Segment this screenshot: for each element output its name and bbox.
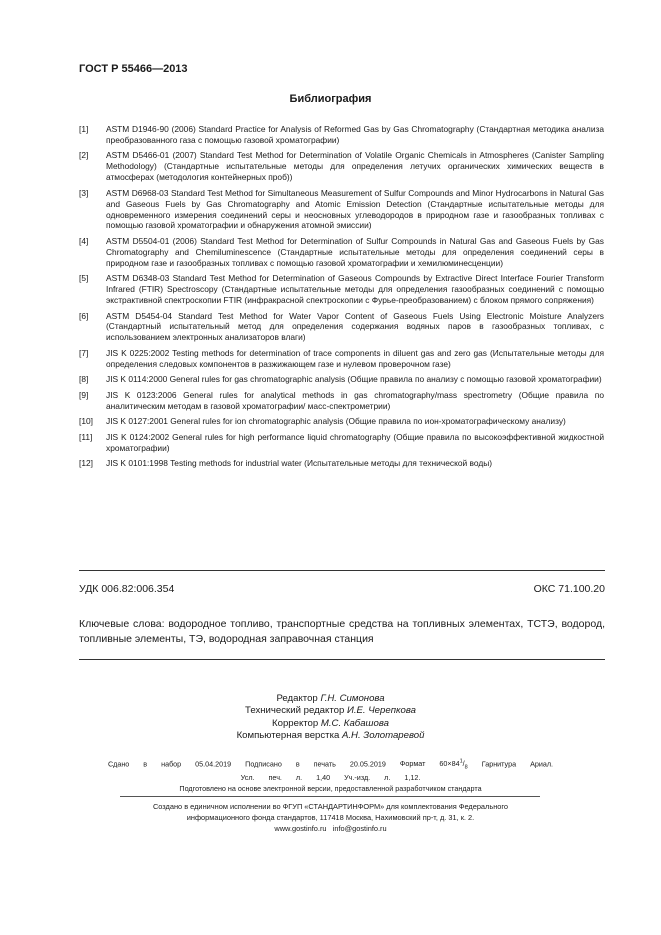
publisher-contacts bbox=[0, 823, 661, 834]
divider bbox=[120, 796, 540, 797]
staff-name: Г.Н. Симонова bbox=[320, 693, 385, 704]
reference-number: [5] bbox=[79, 273, 89, 284]
reference-item bbox=[79, 150, 604, 183]
staff-block bbox=[0, 693, 661, 743]
reference-number: [2] bbox=[79, 150, 89, 161]
oks-code: ОКС 71.100.20 bbox=[533, 583, 605, 595]
reference-item bbox=[79, 124, 604, 146]
reference-item bbox=[79, 416, 604, 427]
reference-text: JIS K 0114:2000 General rules for gas chromatographic analysis (Общие правила по анализу с помощью газовой хроматографии) bbox=[106, 374, 602, 385]
website-link[interactable]: www.gostinfo.ru bbox=[274, 824, 327, 833]
imprint-line bbox=[0, 773, 661, 783]
standard-code: ГОСТ Р 55466—2013 bbox=[79, 63, 188, 75]
publisher-line: информационного фонда стандартов, 117418 Москва, Нахимовский пр-т, д. 31, к. 2. bbox=[186, 813, 475, 822]
prepared-note: Подготовлено на основе электронной версии, предоставленной разработчиком стандарта bbox=[179, 783, 482, 793]
submitted-date: Сдано в набор 05.04.2019 bbox=[107, 759, 232, 769]
reference-item bbox=[79, 348, 604, 370]
reference-text: JIS K 0124:2002 General rules for high performance liquid chromatography (Общие правила по высокоэффективной жидкостной хроматографии) bbox=[106, 431, 604, 453]
reference-number: [8] bbox=[79, 374, 89, 385]
staff-line bbox=[0, 693, 661, 705]
reference-text: ASTM D5504-01 (2006) Standard Test Method for Determination of Sulfur Compounds in Natural Gas and Gaseous Fuels by Gas Chromatography and Chemiluminescence (Стандартные испытательные методы для определения соединений серы в природном газе и газообразных топливах с помощью газовой хроматографии и хемилюминесценции) bbox=[106, 235, 604, 268]
reference-text: ASTM D1946-90 (2006) Standard Practice for Analysis of Reformed Gas by Gas Chromatography (Стандартная методика анализа преобразованного газа с помощью газовой хроматографии) bbox=[106, 124, 604, 145]
divider bbox=[79, 659, 605, 660]
reference-number: [12] bbox=[79, 458, 93, 469]
reference-number: [7] bbox=[79, 347, 89, 358]
staff-name: М.С. Кабашова bbox=[320, 717, 389, 729]
reference-item bbox=[79, 390, 604, 412]
reference-item bbox=[79, 236, 604, 269]
reference-number: [1] bbox=[79, 124, 89, 134]
staff-line bbox=[0, 705, 661, 717]
staff-name: И.Е. Черепкова bbox=[346, 705, 416, 717]
reference-text: JIS K 0101:1998 Testing methods for industrial water (Испытательные методы для технической воды) bbox=[106, 458, 493, 469]
reference-item bbox=[79, 311, 604, 344]
reference-text: ASTM D6968-03 Standard Test Method for Simultaneous Measurement of Sulfur Compounds and Minor Hydrocarbons in Natural Gas and Gaseous Fuels by Gas Chromatography and Atomic Emission Detection (Стандартные испытательные методы для одновременного измерения соединений серы и неосновных углеводородов в природном газе и газообразных топливах с помощью газовой хроматографии и обнаружения атомной эмиссии) bbox=[106, 187, 604, 231]
staff-name: А.Н. Золотаревой bbox=[341, 730, 425, 742]
reference-text: ASTM D6348-03 Standard Test Method for Determination of Gaseous Compounds by Extractive Direct Interface Fourier Transform Infrared (FTIR) Spectroscopy (Стандартные испытательные методы для определения газообразных соединений с помощью экстрактивной спектроскопии FTIR (инфракрасной спектроскопии с Фурье-преобразованием) с блоком прямого сопряжения) bbox=[106, 273, 604, 306]
reference-number: [10] bbox=[79, 416, 93, 427]
staff-role: Технический редактор bbox=[245, 705, 345, 717]
reference-item bbox=[79, 188, 604, 232]
reference-item bbox=[79, 458, 604, 469]
reference-item bbox=[79, 273, 604, 306]
publisher-block bbox=[0, 801, 661, 834]
reference-item bbox=[79, 374, 604, 385]
divider bbox=[79, 570, 605, 571]
imprint-line bbox=[0, 757, 661, 773]
reference-number: [11] bbox=[79, 431, 93, 442]
bibliography-list bbox=[79, 124, 604, 474]
print-sheets: Усл. печ. л. 1,40 bbox=[240, 773, 331, 783]
signed-date: Подписано в печать 20.05.2019 bbox=[245, 759, 386, 769]
reference-text: JIS K 0123:2006 General rules for analytical methods in gas chromatography/mass spectrometry (Общие правила по аналитическим методам в газовой хроматографии/ масс-спектрометрии) bbox=[106, 389, 604, 411]
reference-text: ASTM D5466-01 (2007) Standard Test Method for Determination of Volatile Organic Chemicals in Atmospheres (Canister Sampling Methodology) (Стандартные испытательные методы для определения летучих органических химических веществ в атмосферах (методология контейнерных проб)) bbox=[106, 150, 604, 183]
paper-format: Формат $60\times 84^1/_8$ bbox=[399, 759, 468, 771]
bibliography-title: Библиография bbox=[289, 93, 372, 105]
reference-text: ASTM D5454-04 Standard Test Method for Water Vapor Content of Gaseous Fuels Using Electronic Moisture Analyzers (Стандартный испытательный метод для определения содержания водяных паров в газообразных топливах, с использованием электронных анализаторов влаги) bbox=[106, 310, 604, 343]
reference-number: [9] bbox=[79, 389, 89, 400]
email-link[interactable]: info@gostinfo.ru bbox=[332, 824, 387, 833]
reference-item bbox=[79, 432, 604, 454]
reference-text: JIS K 0127:2001 General rules for ion chromatographic analysis (Общие правила по ион-хроматографическому анализу) bbox=[106, 416, 566, 427]
staff-role: Корректор bbox=[272, 717, 319, 729]
pub-sheets: Уч.-изд. л. 1,12. bbox=[344, 773, 421, 783]
publisher-line: Создано в единичном исполнении во ФГУП «СТАНДАРТИНФОРМ» для комплектования Федерального bbox=[152, 802, 509, 811]
imprint-block bbox=[0, 757, 661, 794]
typeface: Гарнитура Ариал. bbox=[481, 759, 554, 769]
staff-role: Компьютерная верстка bbox=[236, 730, 340, 742]
reference-number: [6] bbox=[79, 310, 89, 321]
reference-text: JIS K 0225:2002 Testing methods for determination of trace components in diluent gas and zero gas (Испытательные методы для определения следовых компонентов в разжижающем газе и нулевом проверочном газе) bbox=[106, 347, 604, 369]
reference-number: [4] bbox=[79, 235, 89, 246]
staff-role: Редактор bbox=[276, 693, 318, 704]
udk-code: УДК 006.82:006.354 bbox=[79, 583, 175, 595]
staff-line bbox=[0, 718, 661, 730]
staff-line bbox=[0, 730, 661, 742]
keywords: Ключевые слова: водородное топливо, транспортные средства на топливных элементах, ТСТЭ, водород, топливные элементы, ТЭ, водородная заправочная станция bbox=[79, 618, 605, 645]
reference-number: [3] bbox=[79, 187, 89, 198]
